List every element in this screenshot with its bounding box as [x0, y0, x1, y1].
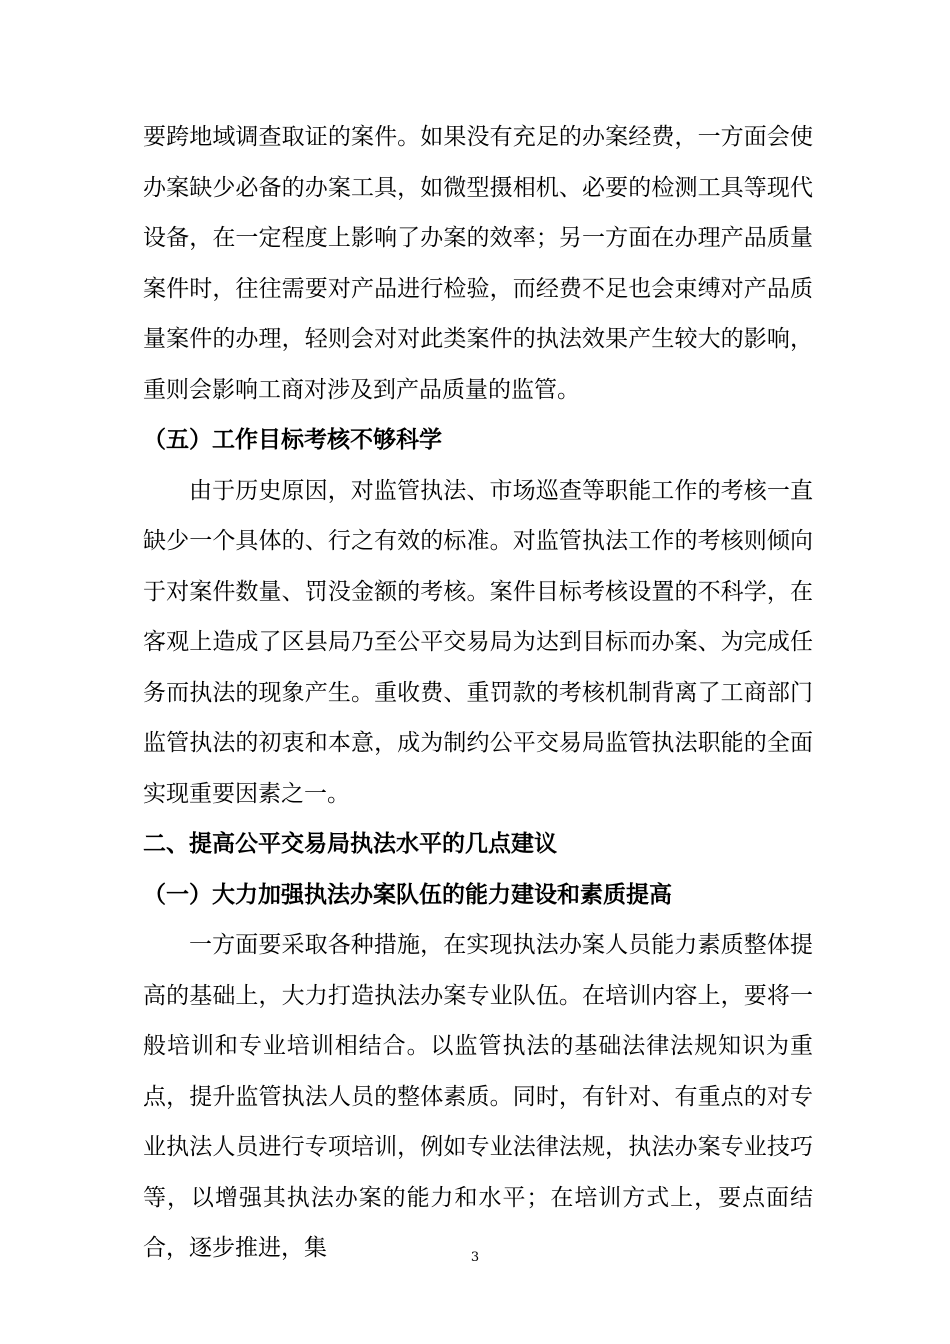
- section-heading: （一）大力加强执法办案队伍的能力建设和素质提高: [143, 881, 672, 908]
- body-paragraph: 要跨地域调查取证的案件。如果没有充足的办案经费，一方面会使办案缺少必备的办案工具，如微型摄相机、必要的检测工具等现代设备，在一定程度上影响了办案的效率；另一方面在办理产品质量案件时，往往需要对产品进行检验，而经费不足也会束缚对产品质量案件的办理，轻则会对对此类案件的执法效果产生较大的影响，重则会影响工商对涉及到产品质量的监管。: [143, 124, 813, 403]
- chapter-heading: 二、提高公平交易局执法水平的几点建议: [143, 831, 557, 857]
- page-number: 3: [470, 1250, 480, 1265]
- body-paragraph: 由于历史原因，对监管执法、市场巡查等职能工作的考核一直缺少一个具体的、行之有效的标准。对监管执法工作的考核则倾向于对案件数量、罚没金额的考核。案件目标考核设置的不科学，在客观上造成了区县局乃至公平交易局为达到目标而办案、为完成任务而执法的现象产生。重收费、重罚款的考核机制背离了工商部门监管执法的初衷和本意，成为制约公平交易局监管执法职能的全面实现重要因素之一。: [143, 477, 813, 807]
- section-heading: （五）工作目标考核不够科学: [143, 427, 442, 453]
- document-body: [143, 112, 813, 1274]
- body-paragraph: 一方面要采取各种措施，在实现执法办案人员能力素质整体提高的基础上，大力打造执法办案专业队伍。在培训内容上，要将一般培训和专业培训相结合。以监管执法的基础法律法规知识为重点，提升监管执法人员的整体素质。同时，有针对、有重点的对专业执法人员进行专项培训，例如专业法律法规，执法办案专业技巧等，以增强其执法办案的能力和水平；在培训方式上，要点面结合，逐步推进，集: [143, 932, 813, 1261]
